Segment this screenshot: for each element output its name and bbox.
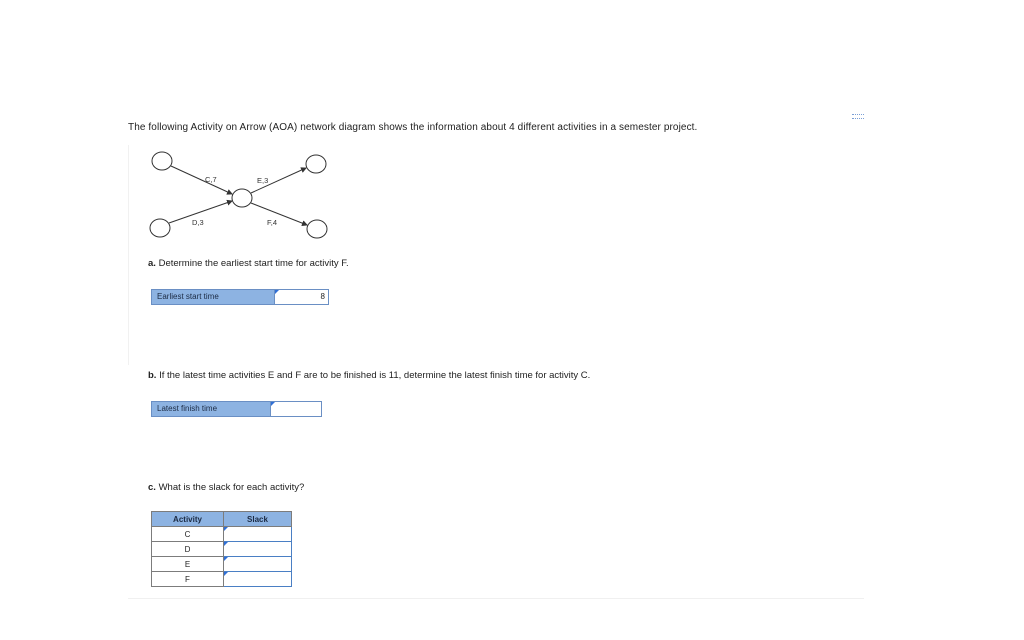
question-b — [148, 370, 590, 381]
footer-divider — [128, 598, 864, 599]
input-flag-icon — [224, 572, 228, 576]
slack-field[interactable] — [224, 542, 292, 557]
input-flag-icon — [271, 402, 275, 406]
table-row — [152, 542, 292, 557]
node-bottom-left — [150, 219, 170, 237]
earliest-start-field[interactable] — [275, 289, 329, 305]
question-a — [148, 258, 349, 269]
table-row — [152, 557, 292, 572]
input-flag-icon — [224, 557, 228, 561]
input-flag-icon — [275, 290, 279, 294]
slack-input-f[interactable] — [224, 572, 291, 586]
node-top-right — [306, 155, 326, 173]
edge-label-f: F,4 — [267, 218, 278, 227]
edge-label-d: D,3 — [192, 218, 204, 227]
activity-cell: F — [152, 572, 224, 587]
question-a-letter: a. — [148, 258, 156, 269]
node-bottom-right — [307, 220, 327, 238]
slack-input-c[interactable] — [224, 527, 291, 541]
input-flag-icon — [224, 542, 228, 546]
latest-finish-field[interactable] — [271, 401, 322, 417]
question-c-letter: c. — [148, 482, 156, 493]
table-row — [152, 527, 292, 542]
latest-finish-label: Latest finish time — [151, 401, 271, 417]
activity-cell: D — [152, 542, 224, 557]
aoa-network-diagram — [140, 143, 340, 253]
slack-field[interactable] — [224, 557, 292, 572]
question-a-text: Determine the earliest start time for activity F. — [158, 258, 349, 269]
table-row — [152, 572, 292, 587]
slack-table — [151, 511, 292, 587]
activity-cell: C — [152, 527, 224, 542]
question-b-text: If the latest time activities E and F are to be finished is 11, determine the latest finish time for activity C. — [159, 370, 591, 381]
edge-label-c: C,7 — [205, 175, 217, 184]
earliest-start-value: 8 — [320, 292, 325, 301]
activity-cell: E — [152, 557, 224, 572]
edge-f — [251, 203, 307, 225]
slack-field[interactable] — [224, 527, 292, 542]
slack-field[interactable] — [224, 572, 292, 587]
input-flag-icon — [224, 527, 228, 531]
question-c-text: What is the slack for each activity? — [158, 482, 305, 493]
slack-input-d[interactable] — [224, 542, 291, 556]
latest-finish-input[interactable] — [271, 402, 318, 416]
menu-icon[interactable] — [852, 114, 864, 120]
slack-header: Slack — [224, 512, 292, 527]
divider — [128, 145, 129, 365]
question-b-letter: b. — [148, 370, 157, 381]
intro-text: The following Activity on Arrow (AOA) network diagram shows the information about 4 different activities in a semester project. — [128, 122, 698, 133]
earliest-start-label: Earliest start time — [151, 289, 275, 305]
question-c — [148, 482, 304, 493]
edge-label-e: E,3 — [257, 176, 269, 185]
edge-c — [171, 166, 232, 194]
node-center — [232, 189, 252, 207]
activity-header: Activity — [152, 512, 224, 527]
slack-input-e[interactable] — [224, 557, 291, 571]
node-top-left — [152, 152, 172, 170]
